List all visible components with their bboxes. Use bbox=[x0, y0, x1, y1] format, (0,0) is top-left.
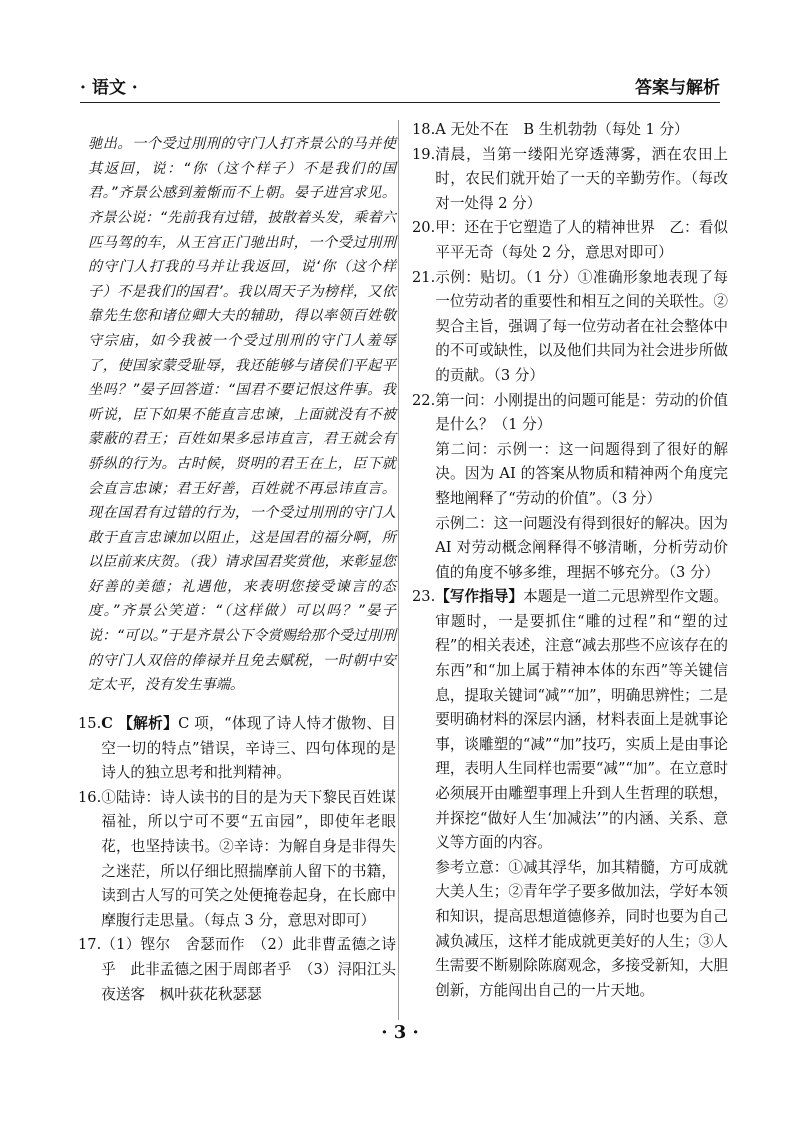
answer-17 bbox=[78, 933, 396, 1007]
answer-number: 21. bbox=[412, 268, 436, 286]
answer-21 bbox=[412, 266, 728, 389]
answer-22 bbox=[412, 389, 728, 586]
analysis-tag: C 【解析】 bbox=[101, 715, 179, 733]
answer-15 bbox=[78, 712, 396, 786]
answer-paragraph: 第二问：示例一：这一问题得到了很好的解决。因为 AI 的答案从物质和精神两个角度完整地阐释了“劳动的价值”。（3 分） bbox=[435, 440, 728, 507]
translation-text: 驰出。一个受过刖刑的守门人打齐景公的马并使其返回，说：“你（这个样子）不是我们的国君。”齐景公感到羞惭而不上朝。晏子进宫求见。齐景公说：“先前我有过错，披散着头发，乘着六匹马驾的车，从王宫正门驰出时，一个受过刖刑的守门人打我的马并让我返回，说‘你（这个样子）不是我们的国君’。我以周天子为榜样，又依靠先生您和诸位卿大夫的辅助，得以率领百姓敬守宗庙，如今我被一个受过刖刑的守门人羞辱了，使国家蒙受耻辱，我还能够与诸侯们平起平坐吗？”晏子回答道：“国君不要记恨这件事。我听说，臣下如果不能直言忠谏，上面就没有不被蒙蔽的君王；百姓如果多忌讳直言，君王就会有骄纵的行为。古时候，贤明的君王在上，臣下就会直言忠谏；君王好善，百姓就不再忌讳直言。现在国君有过错的行为，一个受过刖刑的守门人敢于直言忠谏加以阻止，这是国君的福分啊，所以臣前来庆贺。（我）请求国君奖赏他，来彰显您好善的美德；礼遇他，来表明您接受谏言的态度。”齐景公笑道：“（这样做）可以吗？”晏子说：“可以。”于是齐景公下令赏赐给那个受过刖刑的守门人双倍的俸禄并且免去赋税，一时朝中安定太平，没有发生事端。 bbox=[88, 136, 396, 694]
left-column bbox=[78, 118, 396, 1007]
answer-text: 示例：贴切。（1 分）①准确形象地表现了每一位劳动者的重要性和相互之间的关联性。②契合主旨，强调了每一位劳动者在社会整体中的不可或缺性，以及他们共同为社会进步所做的贡献。（3 分） bbox=[435, 268, 728, 384]
answer-text: ①陆诗：诗人读书的目的是为天下黎民百姓谋福祉，所以宁可不要“五亩园”，即使年老眼花，也坚持读书。②辛诗：为解自身是非得失之迷茫，所以仔细比照揣摩前人留下的书籍，读到古人写的可笑之处便掩卷起身，在长廊中摩腹行走思量。（每点 3 分，意思对即可） bbox=[101, 788, 396, 929]
answer-number: 20. bbox=[412, 219, 436, 237]
answer-text: 清晨，当第一缕阳光穿透薄雾，洒在农田上时，农民们就开始了一天的辛勤劳作。（每改对一处得 2 分） bbox=[435, 145, 728, 212]
page-header bbox=[80, 70, 720, 103]
writing-guide-tag: 【写作指导】 bbox=[435, 588, 524, 606]
answer-number: 22. bbox=[412, 391, 436, 409]
answer-text: C 项，“体现了诗人恃才傲物、目空一切的特点”错误，辛诗三、四句体现的是诗人的独立思考和批判精神。 bbox=[101, 715, 396, 782]
answer-paragraph: 参考立意：①减其浮华，加其精髓，方可成就大美人生；②青年学子要多做加法，学好本领和知识，提高思想道德修养，同时也要为自己减负减压，这样才能成就更美好的人生；③人生需要不断剔除陈腐观念，多接受新知，大胆创新，方能闯出自己的一片天地。 bbox=[435, 858, 728, 999]
subject-label: · 语文 · bbox=[80, 78, 138, 98]
answer-number: 19. bbox=[412, 145, 436, 163]
answer-20 bbox=[412, 216, 728, 265]
answer-19 bbox=[412, 143, 728, 217]
right-column bbox=[412, 118, 728, 1003]
answer-23 bbox=[412, 585, 728, 1003]
answer-18 bbox=[412, 118, 728, 143]
column-divider bbox=[398, 120, 399, 1020]
answer-number: 18. bbox=[412, 121, 436, 138]
answer-number: 15. bbox=[78, 715, 102, 733]
answer-number: 16. bbox=[78, 788, 102, 806]
answer-text: 第一问：小刚提出的问题可能是：劳动的价值是什么？（1 分） bbox=[435, 391, 728, 434]
answer-text: A 无处不在 B 生机勃勃（每处 1 分） bbox=[435, 121, 689, 138]
answer-paragraph: 示例二：这一问题没有得到很好的解决。因为 AI 对劳动概念阐释得不够清晰，分析劳动价值的角度不够多维，理据不够充分。（3 分） bbox=[435, 514, 728, 581]
answer-text: 本题是一道二元思辨型作文题。审题时，一是要抓住“雕的过程”和“塑的过程”的相关表述，注意“减去那些不应该存在的东西”和“加上属于精神本体的东西”等关键信息，提取关键词“减”“加”，明确思辨性；二是要明确材料的深层内涵，材料表面上是就事论事，谈雕塑的“减”“加”技巧，实质上是由事论理，表明人生同样也需要“减”“加”。在立意时必须展开由雕塑事理上升到人生哲理的联想，并探挖“做好人生‘加减法’”的内涵、关系、意义等方面的内容。 bbox=[435, 588, 728, 852]
answer-number: 23. bbox=[412, 588, 436, 606]
answer-number: 17. bbox=[78, 936, 102, 954]
answer-16 bbox=[78, 786, 396, 934]
page-number: · 3 · bbox=[381, 1022, 419, 1043]
answer-text: 甲：还在于它塑造了人的精神世界 乙：看似平平无奇（每处 2 分，意思对即可） bbox=[435, 219, 728, 261]
answer-text: （1）铿尔 舍瑟而作 （2）此非曹孟德之诗乎 此非孟德之困于周郎者乎 （3）浔阳江头夜送客 枫叶荻花秋瑟瑟 bbox=[101, 936, 396, 1003]
section-title: 答案与解析 bbox=[635, 78, 720, 98]
